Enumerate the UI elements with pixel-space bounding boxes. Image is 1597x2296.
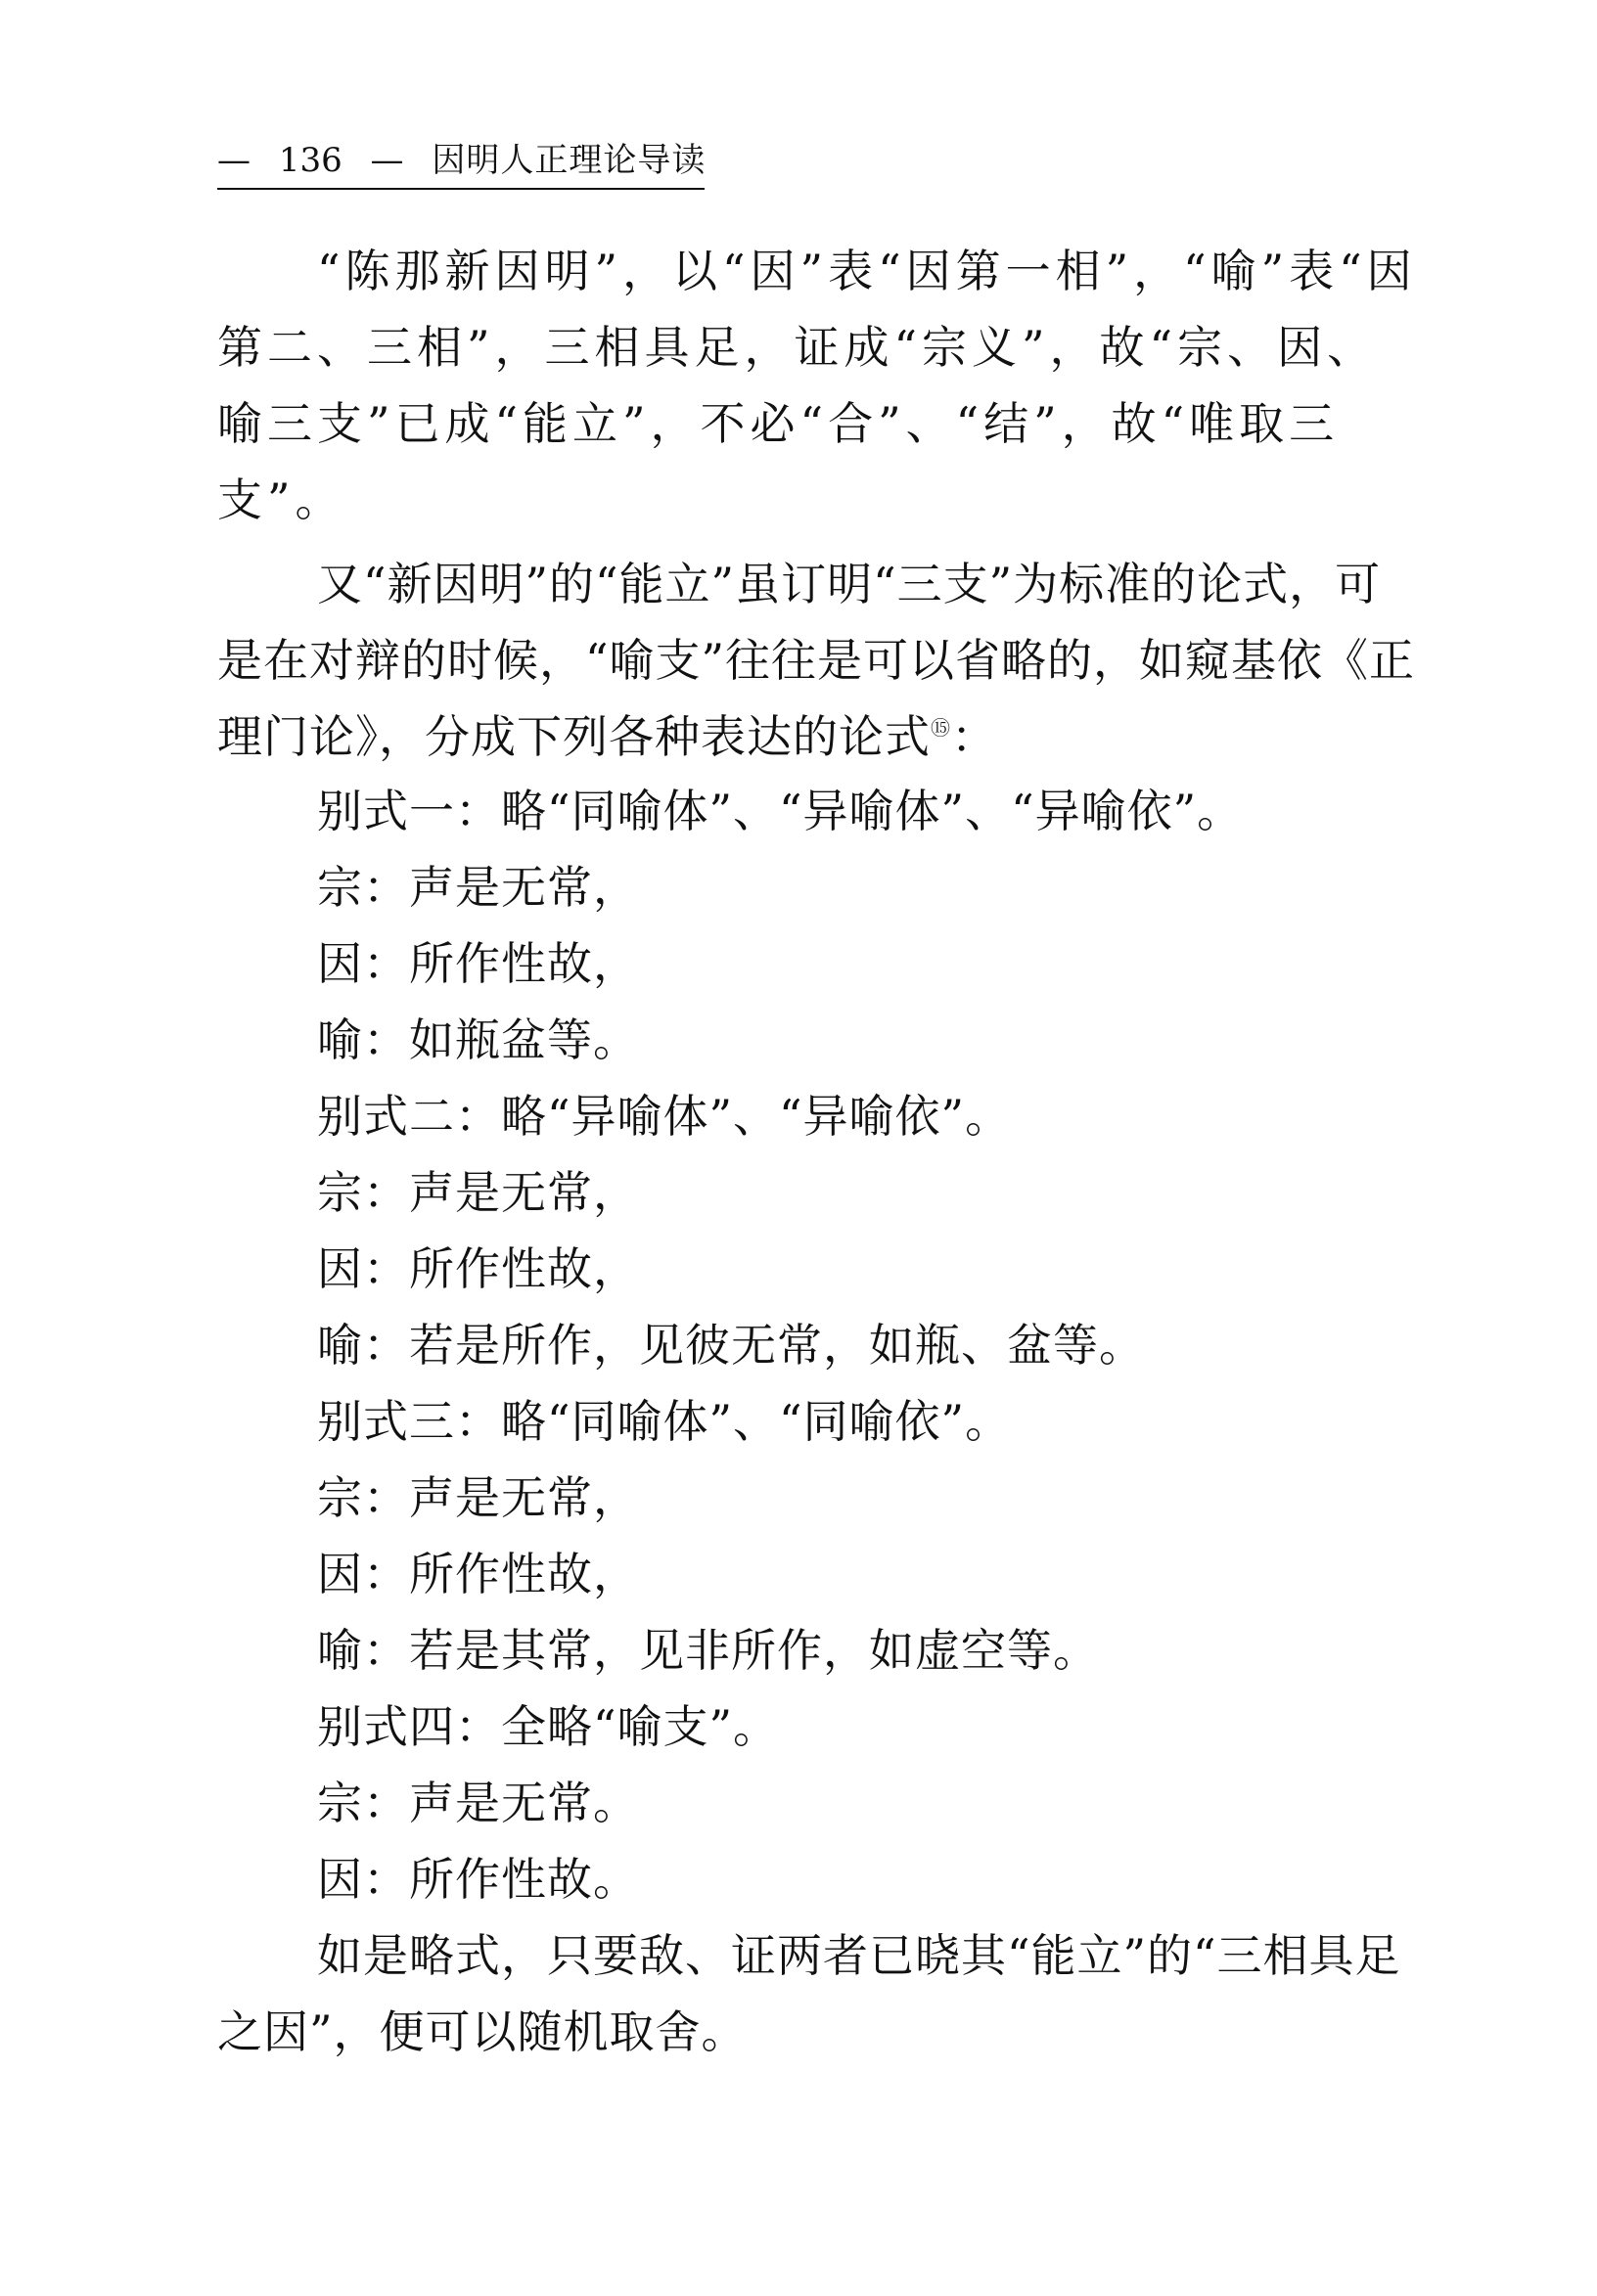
header-dash-left: — xyxy=(217,141,251,180)
paragraph-1: “陈那新因明”，以“因”表“因第一相”，“喻”表“因第二、三相”，三相具足，证成“宗义”，故“宗、因、喻三支”已成“能立”，不必“合”、“结”，故“唯取三支”。 xyxy=(217,245,1417,526)
page-number: 136 xyxy=(278,141,342,180)
paragraph-2 xyxy=(217,546,1425,775)
form-3-example: 喻：若是其常，见非所作，如虚空等。 xyxy=(317,1624,1099,1677)
form-1-example: 喻：如瓶盆等。 xyxy=(317,1013,639,1066)
form-3-thesis: 宗：声是无常， xyxy=(317,1471,639,1524)
form-2-reason: 因：所作性故， xyxy=(317,1242,639,1295)
paragraph-3: 如是略式，只要敌、证两者已晓其“能立”的“三相具足之因”，便可以随机取舍。 xyxy=(217,1929,1401,2058)
paragraph-2-end: ： xyxy=(951,710,997,763)
form-1-title: 别式一：略“同喻体”、“异喻体”、“异喻依”。 xyxy=(317,785,1244,837)
form-4-title: 别式四：全略“喻支”。 xyxy=(317,1700,780,1753)
book-title: 因明人正理论导读 xyxy=(432,141,707,180)
form-4-reason: 因：所作性故。 xyxy=(317,1853,639,1906)
form-1-thesis: 宗：声是无常， xyxy=(317,861,639,914)
page-header xyxy=(217,137,705,190)
form-1-reason: 因：所作性故， xyxy=(317,937,639,990)
header-dash-right: — xyxy=(370,141,404,180)
footnote-marker: ⑮ xyxy=(931,716,951,740)
form-2-title: 别式二：略“异喻体”、“异喻依”。 xyxy=(317,1090,1012,1143)
form-3-title: 别式三：略“同喻体”、“同喻依”。 xyxy=(317,1395,1012,1448)
form-2-thesis: 宗：声是无常， xyxy=(317,1166,639,1219)
paragraph-2-text: 又“新因明”的“能立”虽订明“三支”为标准的论式，可是在对辩的时候，“喻支”往往是可以省略的，如窥基依《正理门论》，分成下列各种表达的论式 xyxy=(217,558,1416,763)
form-4-thesis: 宗：声是无常。 xyxy=(317,1777,639,1829)
form-2-example: 喻：若是所作，见彼无常，如瓶、盆等。 xyxy=(317,1319,1145,1372)
form-3-reason: 因：所作性故， xyxy=(317,1548,639,1600)
